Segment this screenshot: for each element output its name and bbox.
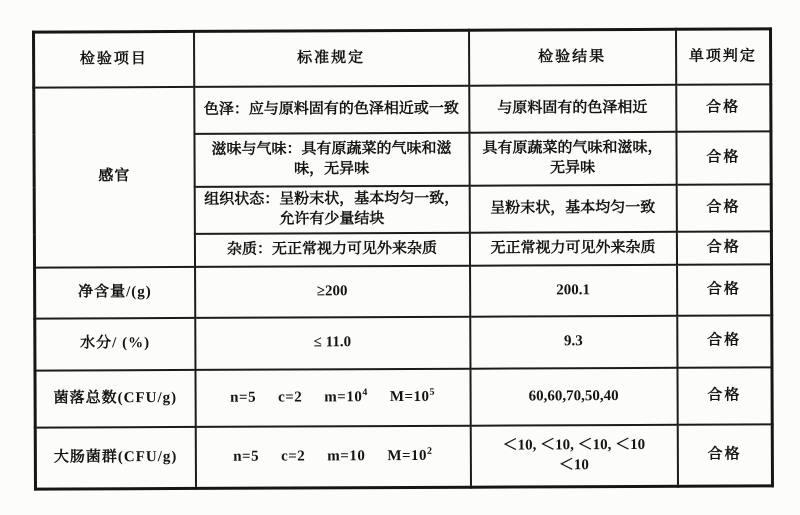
cell-item-net-content: 净含量/(g) [35, 266, 195, 318]
cell-judgment-texture: 合格 [676, 184, 771, 231]
cell-standard-total-plate-count [195, 368, 470, 426]
table-row-coliform [35, 424, 772, 489]
table-row-total-plate-count [35, 367, 772, 427]
table-row-net-content [35, 264, 772, 318]
header-inspection-item: 检验项目 [34, 31, 194, 87]
std-m-exponent: 4 [362, 387, 368, 399]
header-test-result: 检验结果 [469, 29, 676, 85]
std-M-exponent: 5 [429, 386, 436, 398]
std-M-exponent: 2 [427, 445, 433, 458]
cell-item-coliform: 大肠菌群(CFU/g) [35, 426, 195, 489]
header-item-judgment: 单项判定 [676, 29, 771, 84]
cell-result-moisture: 9.3 [470, 315, 677, 368]
cell-standard-net-content: ≥200 [195, 265, 470, 317]
cell-item-sensory: 感官 [34, 86, 195, 267]
std-M-value: $M=10^5$ [389, 386, 436, 405]
cell-judgment-color: 合格 [676, 84, 771, 131]
cell-result-color: 与原料固有的色泽相近 [469, 84, 676, 132]
cell-standard-color: 色泽：应与原料固有的色泽相近或一致 [194, 85, 469, 133]
cell-judgment-taste: 合格 [676, 131, 771, 184]
cell-standard-coliform [195, 425, 470, 488]
table-row-sensory-color [34, 84, 771, 134]
std-m-value: m=10 [327, 448, 366, 465]
cell-standard-texture: 组织状态：呈粉末状，基本均匀一致，允许有少量结块 [194, 185, 469, 233]
cell-result-texture: 呈粉末状，基本均匀一致 [469, 184, 676, 232]
table-row-moisture [35, 315, 772, 370]
cell-result-taste: 具有原蔬菜的气味和滋味， 无异味 [469, 131, 676, 185]
cell-result-net-content: 200.1 [470, 264, 677, 316]
std-c-value: c=2 [281, 448, 306, 465]
cell-judgment-impurity: 合格 [676, 231, 771, 264]
std-M-value: $M=10^2$ [387, 445, 433, 465]
inspection-results-table [32, 27, 774, 490]
std-n-value: n=5 [230, 389, 257, 406]
table-header-row [34, 29, 771, 87]
cell-judgment-total-plate-count: 合格 [677, 367, 772, 424]
cell-judgment-coliform: 合格 [677, 424, 772, 486]
std-m-value: $m=10^4$ [324, 387, 368, 406]
cell-standard-moisture: ≤ 11.0 [195, 316, 470, 369]
cell-standard-impurity: 杂质：无正常视力可见外来杂质 [194, 232, 469, 266]
cell-judgment-net-content: 合格 [677, 264, 772, 315]
cell-item-moisture: 水分/ (%) [35, 317, 195, 370]
cell-result-total-plate-count: 60,60,70,50,40 [470, 367, 677, 425]
std-n-value: n=5 [233, 448, 260, 465]
cell-result-impurity: 无正常视力可见外来杂质 [469, 231, 676, 265]
header-standard-requirement: 标准规定 [194, 30, 469, 86]
cell-item-total-plate-count: 菌落总数(CFU/g) [35, 369, 195, 427]
std-c-value: c=2 [278, 389, 303, 406]
cell-judgment-moisture: 合格 [677, 315, 772, 367]
cell-result-coliform: ＜10, ＜10, ＜10, ＜10 ＜10 [470, 424, 677, 487]
cell-standard-taste: 滋味与气味：具有原蔬菜的气味和滋味，无异味 [194, 132, 469, 186]
